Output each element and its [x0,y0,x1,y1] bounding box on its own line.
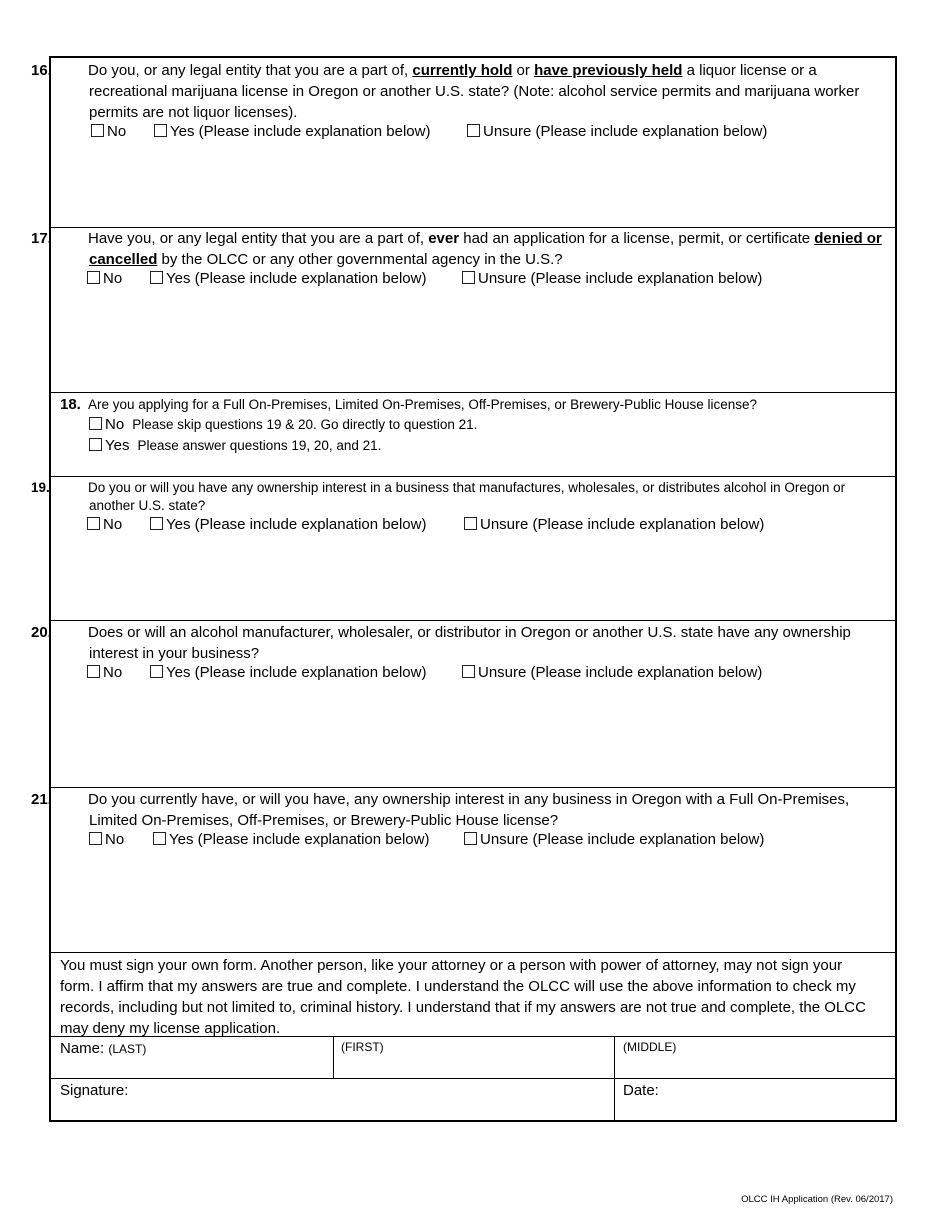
q16-no-option[interactable]: No [91,122,126,142]
question-20-number: 20. [31,624,52,641]
question-20-text: 20. Does or will an alcohol manufacturer, wholesaler, or distributor in Oregon or another U.S. state have any ownership interest in your business? [31,624,851,662]
q17-no-checkbox[interactable] [87,271,100,284]
q16-no-checkbox[interactable] [91,124,104,137]
affirmation-section [51,953,895,1037]
affirmation-text: You must sign your own form. Another person, like your attorney or a person with power of attorney, may not sign your form. I affirm that my answers are true and complete. I understand the OLCC will use the above information to check my records, including but not limited to, criminal history. I understand that if my answers are not true and complete, the OLCC may deny my license application. [60,957,866,1037]
q18-yes-checkbox[interactable] [89,438,102,451]
q20-no-option[interactable]: No [87,663,122,683]
question-20-section [31,621,895,788]
q19-no-option[interactable]: No [87,515,122,535]
application-form [31,56,897,1122]
question-17-section [31,228,895,393]
q19-yes-checkbox[interactable] [150,517,163,530]
q20-unsure-option[interactable]: Unsure (Please include explanation below) [462,663,762,683]
q18-no-instruction: Please skip questions 19 & 20. Go directly to question 21. [132,417,478,432]
q20-no-checkbox[interactable] [87,665,100,678]
emphasis-denied-cancelled: denied or cancelled [89,230,882,268]
form-revision-footer: OLCC IH Application (Rev. 06/2017) [741,1194,893,1205]
name-divider-2 [614,1037,615,1079]
q17-unsure-option[interactable]: Unsure (Please include explanation below) [462,269,762,289]
q18-no-option[interactable]: No Please skip questions 19 & 20. Go directly to question 21. [89,416,477,434]
middle-name-label: (MIDDLE) [623,1040,677,1054]
q17-yes-checkbox[interactable] [150,271,163,284]
emphasis-previously-held: have previously held [534,62,683,79]
q16-yes-option[interactable]: Yes (Please include explanation below) [154,122,430,142]
name-row [51,1037,895,1079]
first-name-label: (FIRST) [341,1040,384,1054]
question-17-number: 17. [31,230,52,247]
name-label: Name: (LAST) [60,1040,147,1057]
q17-no-option[interactable]: No [87,269,122,289]
signature-row [51,1079,895,1122]
q17-yes-option[interactable]: Yes (Please include explanation below) [150,269,426,289]
question-19-section [31,477,895,621]
name-divider-1 [333,1037,334,1079]
question-16-number: 16. [31,62,52,79]
q18-yes-instruction: Please answer questions 19, 20, and 21. [137,438,382,453]
q18-yes-option[interactable]: Yes Please answer questions 19, 20, and 21. [89,437,381,455]
q19-yes-option[interactable]: Yes (Please include explanation below) [150,515,426,535]
date-label: Date: [623,1082,659,1099]
q21-yes-option[interactable]: Yes (Please include explanation below) [153,830,429,850]
question-19-text: 19. Do you or will you have any ownership interest in a business that manufactures, wholesales, or distributes alcohol in Oregon or another U.S. state? [31,480,846,513]
q16-unsure-option[interactable]: Unsure (Please include explanation below) [467,122,767,142]
q20-yes-checkbox[interactable] [150,665,163,678]
question-17-text: 17. Have you, or any legal entity that you are a part of, ever had an application for a license, permit, or certificate denied or cancelled by the OLCC or any other governmental agency in the U.S.? [31,230,882,268]
signature-divider [614,1079,615,1122]
q20-unsure-checkbox[interactable] [462,665,475,678]
q20-yes-option[interactable]: Yes (Please include explanation below) [150,663,426,683]
q17-unsure-checkbox[interactable] [462,271,475,284]
q21-yes-checkbox[interactable] [153,832,166,845]
question-16-text: 16. Do you, or any legal entity that you are a part of, currently hold or have previously held a liquor license or a recreational marijuana license in Oregon or another U.S. state? (Note: alcohol service permits and marijuana worker permits are not liquor licenses). [31,62,860,121]
q19-unsure-checkbox[interactable] [464,517,477,530]
question-16-section [31,58,895,228]
q21-no-option[interactable]: No [89,830,124,850]
q21-no-checkbox[interactable] [89,832,102,845]
emphasis-currently-hold: currently hold [412,62,513,79]
question-19-number: 19. [31,480,50,495]
question-18-section [51,393,895,477]
question-21-number: 21. [31,791,52,808]
q19-no-checkbox[interactable] [87,517,100,530]
question-18-text: 18. Are you applying for a Full On-Premises, Limited On-Premises, Off-Premises, or Brewery-Public House license? [60,396,757,413]
question-21-section [31,788,895,953]
emphasis-ever: ever [428,230,460,247]
question-18-number: 18. [60,396,81,413]
q19-unsure-option[interactable]: Unsure (Please include explanation below) [464,515,764,535]
q21-unsure-option[interactable]: Unsure (Please include explanation below) [464,830,764,850]
last-name-label: (LAST) [108,1042,147,1056]
q16-unsure-checkbox[interactable] [467,124,480,137]
q16-yes-checkbox[interactable] [154,124,167,137]
q18-no-checkbox[interactable] [89,417,102,430]
question-21-text: 21. Do you currently have, or will you have, any ownership interest in any business in Oregon with a Full On-Premises, Limited On-Premises, Off-Premises, or Brewery-Public House license? [31,791,850,829]
signature-label: Signature: [60,1082,129,1099]
q21-unsure-checkbox[interactable] [464,832,477,845]
